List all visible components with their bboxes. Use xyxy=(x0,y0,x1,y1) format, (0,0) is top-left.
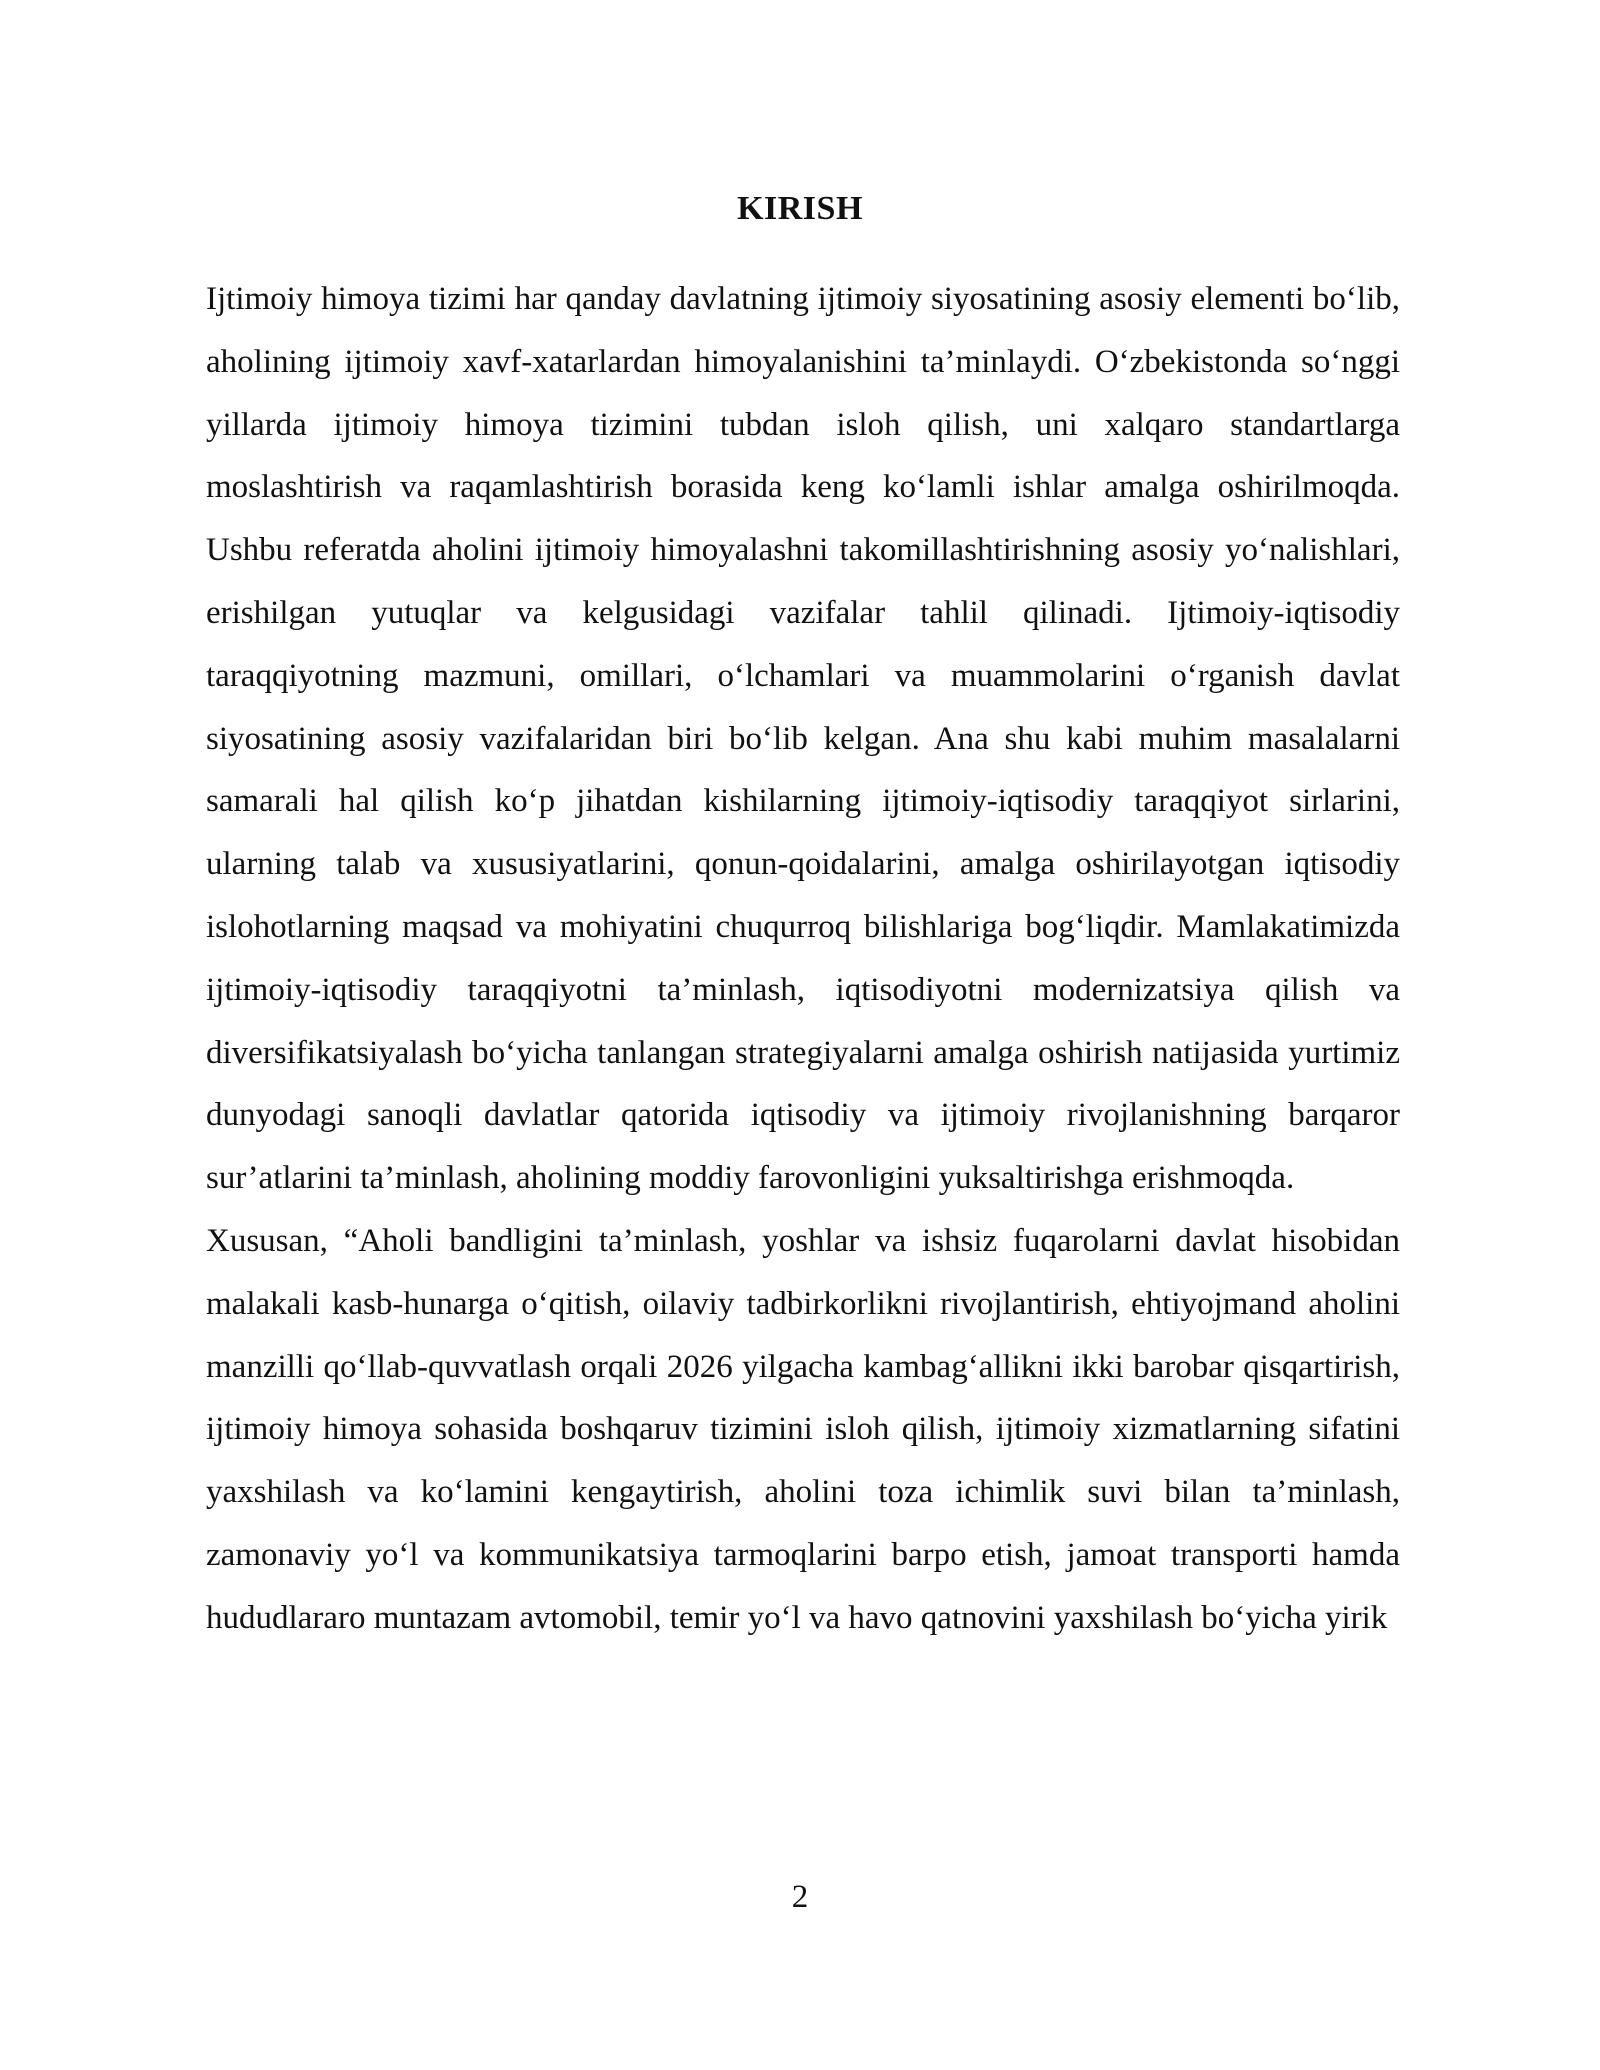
page-number: 2 xyxy=(791,1879,809,1915)
paragraph-2: Xususan, “Aholi bandligini ta’minlash, yoshlar va ishsiz fuqarolarni davlat hisobidan malakali kasb-hunarga o‘qitish, oilaviy tadbirkorlikni rivojlantirish, ehtiyojmand aholini manzilli qo‘llab-quvvatlash orqali 2026 yilgacha kambag‘allikni ikki barobar qisqartirish, ijtimoiy himoya sohasida boshqaruv tizimini isloh qilish, ijtimoiy xizmatlarning sifatini yaxshilash va ko‘lamini kengaytirish, aholini toza ichimlik suvi bilan ta’minlash, zamonaviy yo‘l va kommunikatsiya tarmoqlarini barpo etish, jamoat transporti hamda hududlararo muntazam avtomobil, temir yo‘l va havo qatnovini yaxshilash bo‘yicha yirik xyxy=(206,1222,1400,1636)
paragraph-1: Ijtimoiy himoya tizimi har qanday davlatning ijtimoiy siyosatining asosiy elementi bo‘lib, aholining ijtimoiy xavf-xatarlardan himoyalanishini ta’minlaydi. O‘zbekistonda so‘nggi yillarda ijtimoiy himoya tizimini tubdan isloh qilish, uni xalqaro standartlarga moslashtirish va raqamlashtirish borasida keng ko‘lamli ishlar amalga oshirilmoqda. Ushbu referatda aholini ijtimoiy himoyalashni takomillashtirishning asosiy yo‘nalishlari, erishilgan yutuqlar va kelgusidagi vazifalar tahlil qilinadi. Ijtimoiy-iqtisodiy taraqqiyotning mazmuni, omillari, o‘lchamlari va muammolarini o‘rganish davlat siyosatining asosiy vazifalaridan biri bo‘lib kelgan. Ana shu kabi muhim masalalarni samarali hal qilish ko‘p jihatdan kishilarning ijtimoiy-iqtisodiy taraqqiyot sirlarini, ularning talab va xususiyatlarini, qonun-qoidalarini, amalga oshirilayotgan iqtisodiy islohotlarning maqsad va mohiyatini chuqurroq bilishlariga bog‘liqdir. Mamlakatimizda ijtimoiy-iqtisodiy taraqqiyotni ta’minlash, iqtisodiyotni modernizatsiya qilish va diversifikatsiyalash bo‘yicha tanlangan strategiyalarni amalga oshirish natijasida yurtimiz dunyodagi sanoqli davlatlar qatorida iqtisodiy va ijtimoiy rivojlanishning barqaror sur’atlarini ta’minlash, aholining moddiy farovonligini yuksaltirishga erishmoqda. xyxy=(206,281,1400,1197)
body-text xyxy=(206,268,1400,1650)
page-title: KIRISH xyxy=(737,190,863,227)
